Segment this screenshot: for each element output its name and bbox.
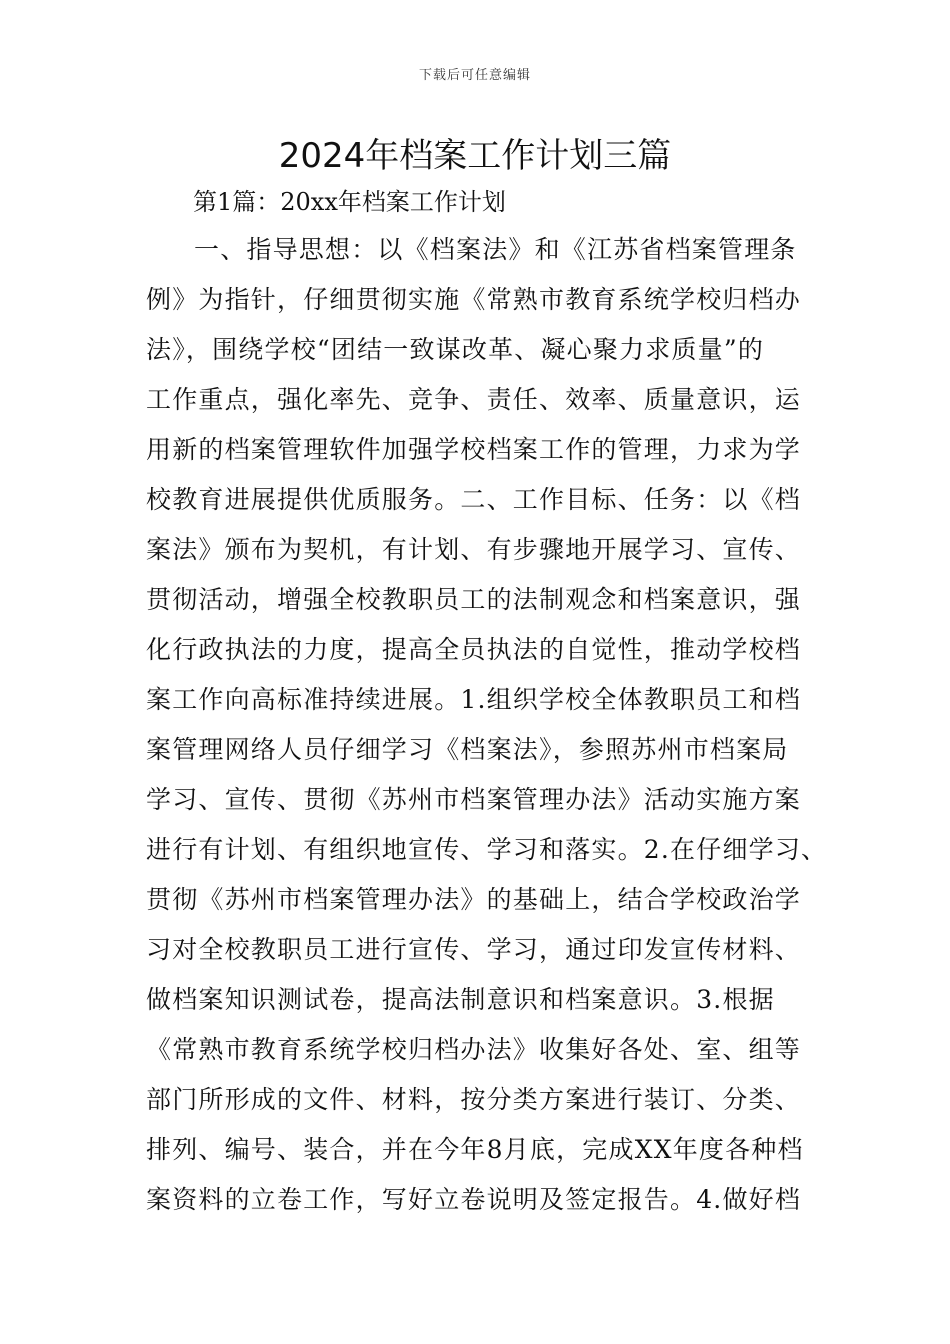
body-line: 化行政执法的力度，提高全员执法的自觉性，推动学校档 [146,635,802,664]
body-line: 工作重点，强化率先、竞争、责任、效率、质量意识，运 [146,385,802,414]
body-text [146,230,828,1230]
body-line: 部门所形成的文件、材料，按分类方案进行装订、分类、 [146,1085,802,1114]
body-line: 进行有计划、有组织地宣传、学习和落实。2.在仔细学习、 [146,835,828,864]
body-line: 案法》颁布为契机，有计划、有步骤地开展学习、宣传、 [146,535,802,564]
body-line: 用新的档案管理软件加强学校档案工作的管理，力求为学 [146,435,802,464]
section-heading: 第1篇：20xx年档案工作计划 [193,188,506,216]
body-line: 法》，围绕学校“团结一致谋改革、凝心聚力求质量”的 [146,335,765,364]
document-title: 2024年档案工作计划三篇 [278,136,672,176]
body-line: 《常熟市教育系统学校归档办法》收集好各处、室、组等 [146,1035,802,1064]
body-line: 校教育进展提供优质服务。二、工作目标、任务：以《档 [146,485,802,514]
body-line: 习对全校教职员工进行宣传、学习，通过印发宣传材料、 [146,935,802,964]
header-note: 下载后可任意编辑 [418,68,531,83]
body-line: 排列、编号、装合，并在今年8月底，完成XX年度各种档 [146,1135,804,1164]
body-line: 案资料的立卷工作，写好立卷说明及签定报告。4.做好档 [146,1185,802,1214]
body-line: 案工作向高标准持续进展。1.组织学校全体教职员工和档 [146,685,802,714]
body-line: 例》为指针，仔细贯彻实施《常熟市教育系统学校归档办 [146,285,802,314]
body-line: 做档案知识测试卷，提高法制意识和档案意识。3.根据 [146,985,775,1014]
body-line: 一、指导思想：以《档案法》和《江苏省档案管理条 [194,235,797,264]
body-line: 学习、宣传、贯彻《苏州市档案管理办法》活动实施方案 [146,785,802,814]
body-line: 贯彻活动，增强全校教职员工的法制观念和档案意识，强 [146,585,802,614]
body-line: 案管理网络人员仔细学习《档案法》，参照苏州市档案局 [146,735,789,764]
body-line: 贯彻《苏州市档案管理办法》的基础上，结合学校政治学 [146,885,802,914]
